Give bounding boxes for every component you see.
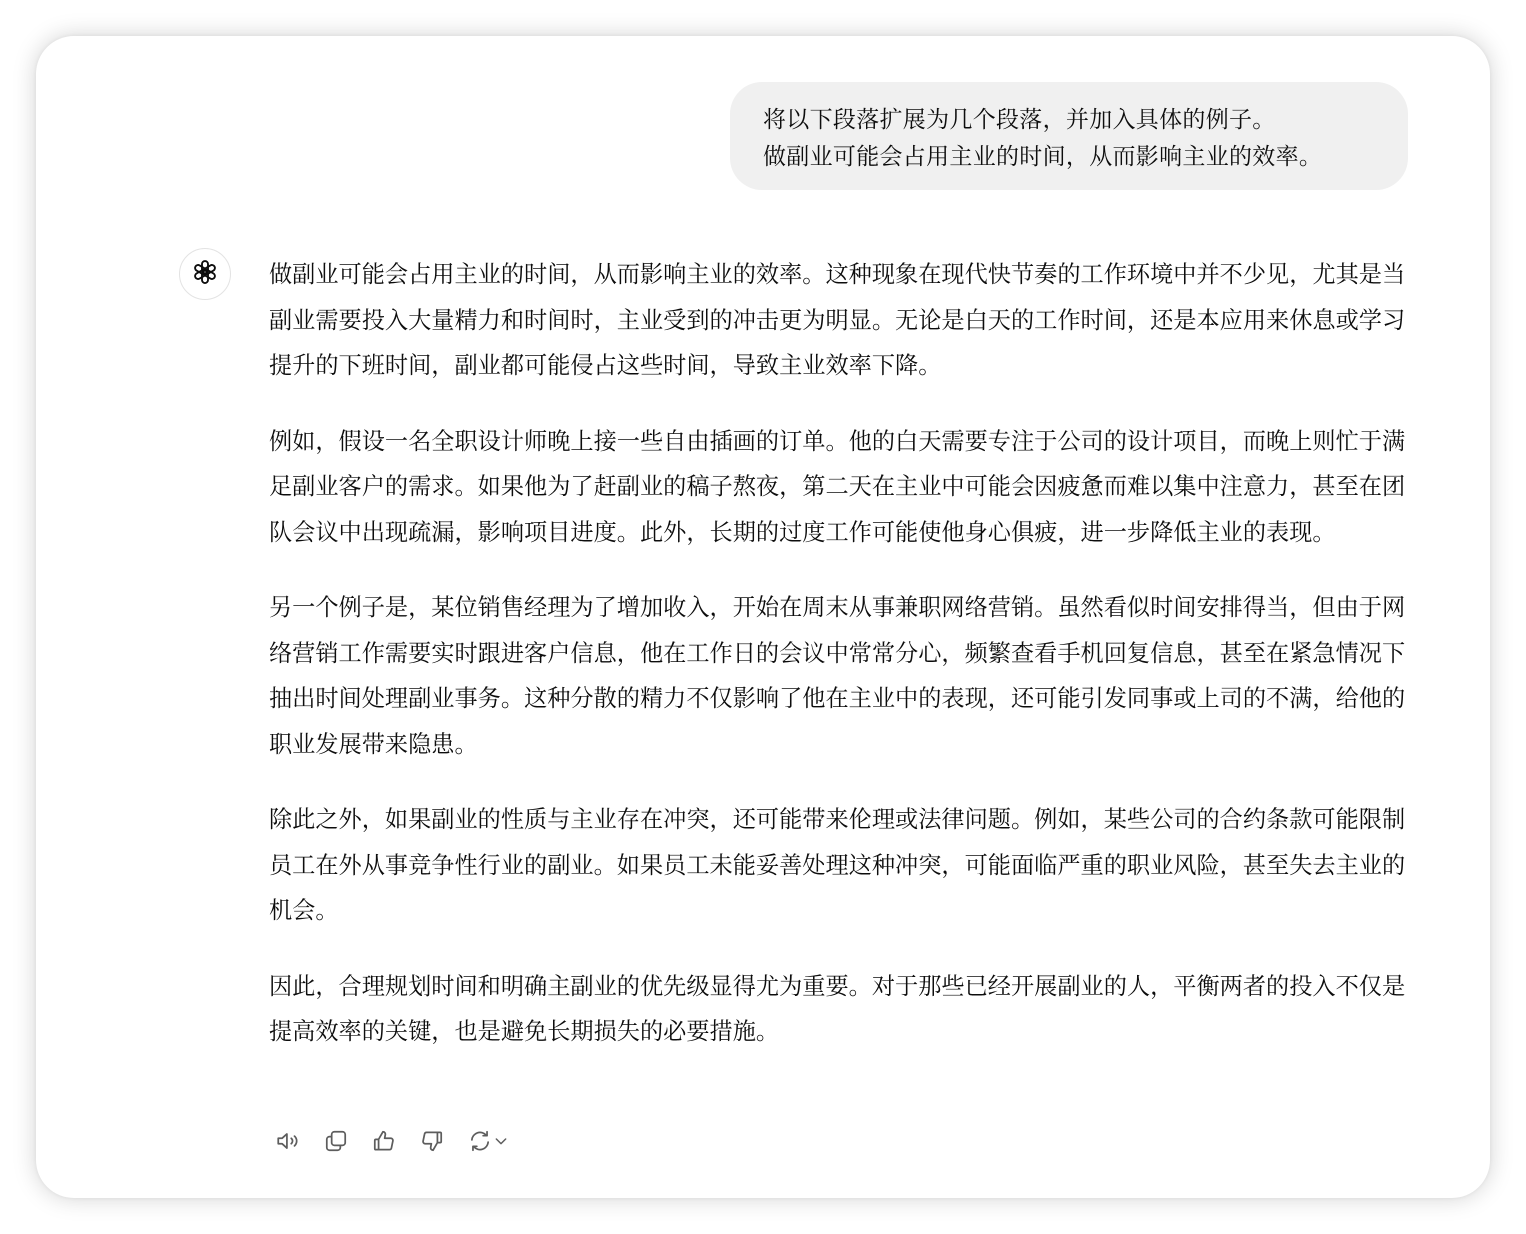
chevron-down-icon xyxy=(493,1133,509,1149)
chat-window xyxy=(36,36,1490,1198)
assistant-message xyxy=(269,252,1409,1085)
read-aloud-button[interactable] xyxy=(270,1123,306,1159)
thumbs-down-icon xyxy=(419,1128,445,1154)
regenerate-icon xyxy=(467,1128,493,1154)
thumbs-up-icon xyxy=(371,1128,397,1154)
user-message-line: 将以下段落扩展为几个段落，并加入具体的例子。 xyxy=(763,107,1276,133)
good-response-button[interactable] xyxy=(366,1123,402,1159)
speaker-icon xyxy=(275,1128,301,1154)
assistant-paragraph: 另一个例子是，某位销售经理为了增加收入，开始在周末从事兼职网络营销。虽然看似时间安排得当，但由于网络营销工作需要实时跟进客户信息，他在工作日的会议中常常分心，频繁查看手机回复信息，甚至在紧急情况下抽出时间处理副业事务。这种分散的精力不仅影响了他在主业中的表现，还可能引发同事或上司的不满，给他的职业发展带来隐患。 xyxy=(269,594,1406,758)
assistant-avatar xyxy=(179,248,231,300)
assistant-paragraph: 因此，合理规划时间和明确主副业的优先级显得尤为重要。对于那些已经开展副业的人，平衡两者的投入不仅是提高效率的关键，也是避免长期损失的必要措施。 xyxy=(269,972,1406,1045)
openai-logo-icon xyxy=(190,257,220,291)
assistant-paragraph: 做副业可能会占用主业的时间，从而影响主业的效率。这种现象在现代快节奏的工作环境中并不少见，尤其是当副业需要投入大量精力和时间时，主业受到的冲击更为明显。无论是白天的工作时间，还是本应用来休息或学习提升的下班时间，副业都可能侵占这些时间，导致主业效率下降。 xyxy=(269,261,1406,379)
copy-icon xyxy=(323,1128,349,1154)
assistant-paragraph: 例如，假设一名全职设计师晚上接一些自由插画的订单。他的白天需要专注于公司的设计项目，而晚上则忙于满足副业客户的需求。如果他为了赶副业的稿子熬夜，第二天在主业中可能会因疲惫而难以集中注意力，甚至在团队会议中出现疏漏，影响项目进度。此外，长期的过度工作可能使他身心俱疲，进一步降低主业的表现。 xyxy=(269,427,1406,546)
message-actions xyxy=(270,1123,526,1159)
assistant-paragraph: 除此之外，如果副业的性质与主业存在冲突，还可能带来伦理或法律问题。例如，某些公司的合约条款可能限制员工在外从事竞争性行业的副业。如果员工未能妥善处理这种冲突，可能面临严重的职业风险，甚至失去主业的机会。 xyxy=(269,806,1406,924)
regenerate-button[interactable] xyxy=(462,1123,514,1159)
bad-response-button[interactable] xyxy=(414,1123,450,1159)
user-message-line: 做副业可能会占用主业的时间，从而影响主业的效率。 xyxy=(763,144,1323,170)
copy-button[interactable] xyxy=(318,1123,354,1159)
user-message-bubble xyxy=(730,82,1408,190)
